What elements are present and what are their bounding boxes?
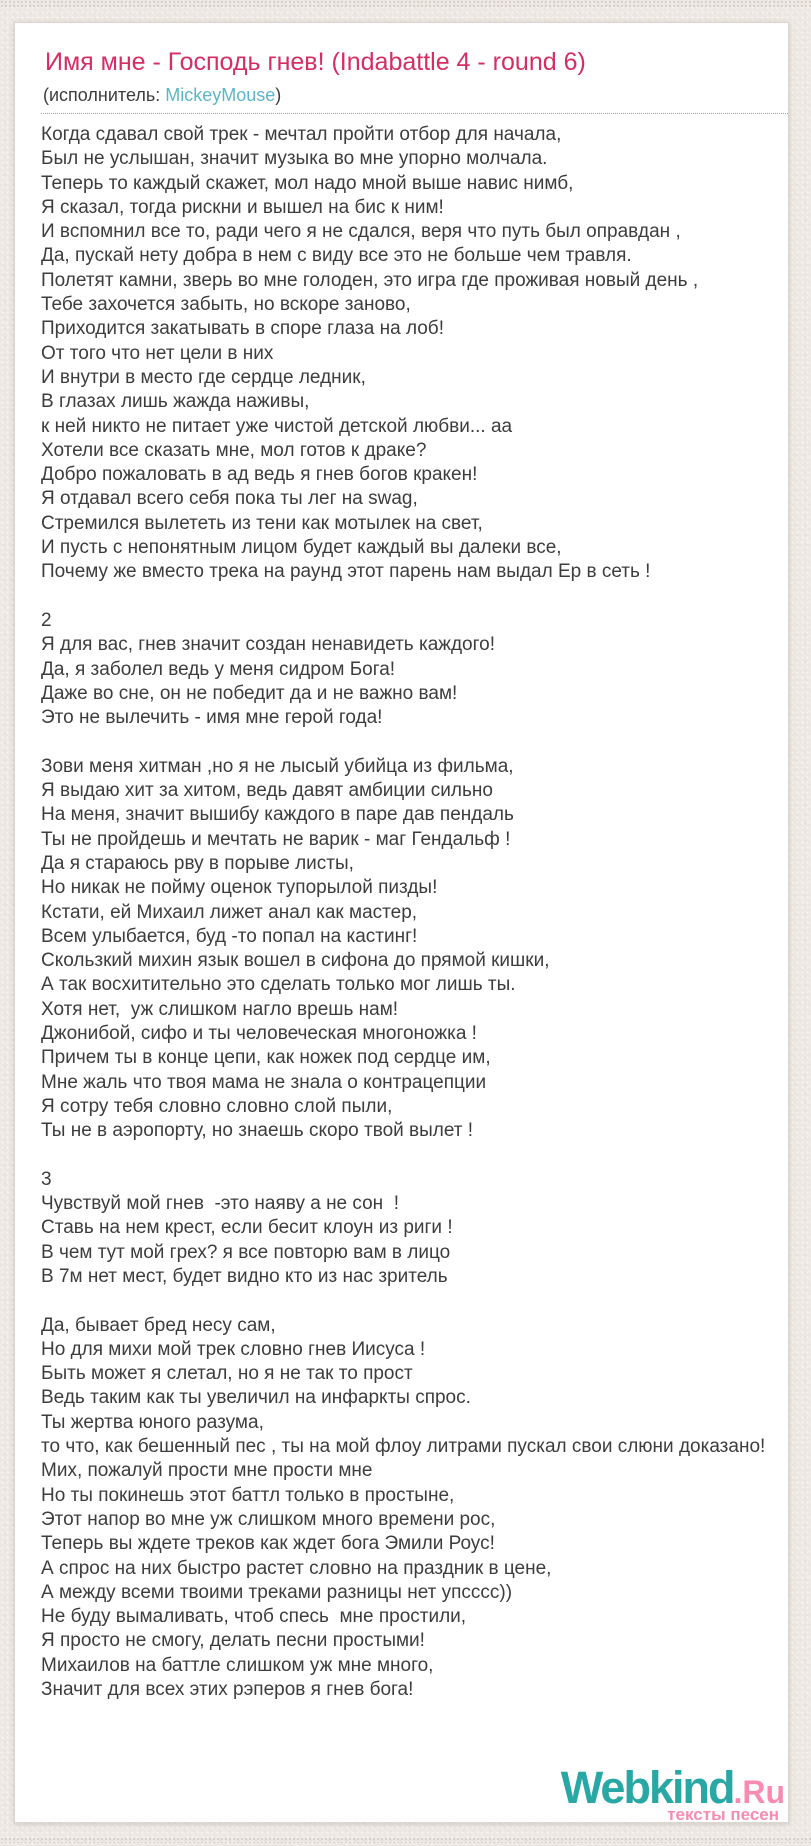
lyric-line-text: Теперь то каждый скажет, мол надо мной выше навис нимб,	[41, 172, 574, 194]
lyric-line-text: Я отдавал всего себя пока ты лег на swag,	[41, 488, 418, 510]
lyric-line	[41, 1338, 788, 1362]
webkind-logo-primary: Webkind	[560, 1762, 734, 1813]
webkind-logo-suffix: .Ru	[733, 1774, 785, 1810]
lyric-line-text: Но никак не пойму оценок тупорылой пизды!	[41, 877, 438, 899]
lyric-line-text: Почему же вместо трека на раунд этот парень нам выдал Ер в сеть !	[41, 561, 651, 583]
lyric-line-text: Я просто не смогу, делать песни простыми!	[41, 1630, 425, 1652]
artist-line	[43, 84, 788, 106]
lyric-line-text: А спрос на них быстро растет словно на праздник в цене,	[41, 1557, 552, 1579]
lyric-line-text: Но ты покинешь этот баттл только в простыне,	[41, 1484, 455, 1506]
webkind-logo[interactable]	[560, 1762, 785, 1824]
lyric-line-text: Ставь на нем крест, если бесит клоун из риги !	[41, 1217, 453, 1239]
lyric-line	[41, 1508, 788, 1532]
lyric-line	[41, 901, 788, 925]
lyric-line-text: И внутри в место где сердце ледник,	[41, 366, 366, 388]
lyric-line-text: Хотя нет, уж слишком нагло врешь нам!	[41, 998, 399, 1020]
lyric-line	[41, 949, 788, 973]
lyric-line	[41, 172, 788, 196]
lyric-line-text: Да, я заболел ведь у меня сидром Бога!	[41, 658, 396, 680]
lyric-line	[41, 1386, 788, 1410]
lyric-line	[41, 1168, 788, 1192]
lyric-line	[41, 536, 788, 560]
lyric-line	[41, 779, 788, 803]
lyric-blank-line	[41, 1289, 788, 1313]
lyric-line-text: Когда сдавал свой трек - мечтал пройти отбор для начала,	[41, 124, 562, 145]
lyric-line-text: Тебе захочется забыть, но вскоре заново,	[41, 294, 411, 316]
lyric-line-text: Добро пожаловать в ад ведь я гнев богов кракен!	[41, 464, 478, 486]
lyric-line	[41, 317, 788, 341]
lyric-line-text: Да, пускай нету добра в нем с виду все это не больше чем травля.	[41, 245, 632, 267]
lyric-line	[41, 682, 788, 706]
lyric-line	[41, 1557, 788, 1581]
lyric-line	[41, 1678, 788, 1702]
lyric-line-text: Зови меня хитман ,но я не лысый убийца из фильма,	[41, 755, 514, 777]
lyric-line	[41, 269, 788, 293]
lyric-line-text: Михаилов на баттле слишком уж мне много,	[41, 1654, 434, 1676]
lyric-line-text	[41, 731, 46, 752]
lyric-line-text: На меня, значит вышибу каждого в паре дав пендаль	[41, 804, 514, 826]
lyric-line-text: Ты не пройдешь и мечтать не варик - маг Гендальф !	[41, 828, 511, 850]
lyric-line-text: Всем улыбается, буд -то попал на кастинг!	[41, 925, 418, 947]
lyric-line	[41, 123, 788, 147]
lyric-line-text: 2	[41, 609, 52, 631]
lyric-line-text: Кстати, ей Михаил лижет анал как мастер,	[41, 901, 418, 923]
lyric-line-text: Я сказал, тогда рискни и вышел на бис к ним!	[41, 196, 444, 218]
lyric-line	[41, 609, 788, 633]
lyric-blank-line	[41, 730, 788, 754]
lyric-line	[41, 1435, 788, 1459]
lyric-line-text: В глазах лишь жажда наживы,	[41, 391, 310, 413]
lyric-line-text: то что, как бешенный пес , ты на мой флоу литрами пускал свои слюни доказано!	[41, 1436, 766, 1458]
lyric-line	[41, 1314, 788, 1338]
lyric-line	[41, 828, 788, 852]
lyric-line-text: Стремился вылететь из тени как мотылек на свет,	[41, 512, 483, 534]
perforation-top-decoration	[0, 0, 811, 7]
lyric-line	[41, 658, 788, 682]
lyrics-card	[14, 22, 789, 1823]
lyric-line	[41, 1265, 788, 1289]
lyric-line	[41, 366, 788, 390]
lyric-line-text: к ней никто не питает уже чистой детской любви... аа	[41, 415, 513, 437]
lyric-line	[41, 390, 788, 414]
lyric-line-text: Мне жаль что твоя мама не знала о контрацепции	[41, 1071, 487, 1093]
lyric-line	[41, 1459, 788, 1483]
lyric-line	[41, 1241, 788, 1265]
lyric-line	[41, 244, 788, 268]
lyric-line-text: Да, бывает бред несу сам,	[41, 1314, 276, 1336]
lyric-line-text: Приходится закатывать в споре глаза на лоб!	[41, 318, 444, 340]
lyric-line-text: И пусть с непонятным лицом будет каждый вы далеки все,	[41, 537, 562, 559]
lyric-line-text: Я сотру тебя словно словно слой пыли,	[41, 1095, 393, 1117]
page-title: Имя мне - Господь гнев! (Indabattle 4 - round 6)	[45, 48, 586, 76]
lyric-blank-line	[41, 1143, 788, 1167]
lyric-line-text: Чувствуй мой гнев -это наяву а не сон !	[41, 1193, 400, 1215]
lyric-line	[41, 342, 788, 366]
lyric-line	[41, 560, 788, 584]
lyric-line	[41, 876, 788, 900]
lyric-line-text: Значит для всех этих рэперов я гнев бога!	[41, 1679, 414, 1700]
lyric-line-text: Причем ты в конце цепи, как ножек под сердце им,	[41, 1047, 491, 1069]
lyric-line-text: Джонибой, сифо и ты человеческая многоножка !	[41, 1022, 477, 1044]
lyric-line	[41, 1411, 788, 1435]
lyric-line	[41, 415, 788, 439]
lyric-line-text: Хотели все сказать мне, мол готов к драке?	[41, 439, 427, 461]
artist-label-prefix: (исполнитель:	[43, 85, 166, 105]
lyric-line-text: Этот напор во мне уж слишком много времени рос,	[41, 1508, 496, 1530]
lyric-line-text: Скользкий михин язык вошел в сифона до прямой кишки,	[41, 950, 550, 972]
lyric-line	[41, 1095, 788, 1119]
lyric-line	[41, 1629, 788, 1653]
lyric-line	[41, 803, 788, 827]
lyric-line	[41, 1484, 788, 1508]
lyrics-text	[41, 123, 788, 1702]
lyric-line	[41, 1362, 788, 1386]
lyric-line	[41, 1046, 788, 1070]
lyric-line	[41, 147, 788, 171]
lyric-line	[41, 973, 788, 997]
lyric-line	[41, 1071, 788, 1095]
lyric-line-text: 3	[41, 1168, 52, 1190]
lyric-line-text: И вспомнил все то, ради чего я не сдался, веря что путь был оправдан ,	[41, 221, 681, 243]
lyric-line	[41, 1532, 788, 1556]
lyric-line	[41, 463, 788, 487]
lyric-line-text	[41, 1290, 46, 1311]
lyric-line	[41, 755, 788, 779]
lyric-line-text: От того что нет цели в них	[41, 342, 274, 364]
lyric-line-text: Ты жертва юного разума,	[41, 1411, 264, 1433]
lyric-line	[41, 1119, 788, 1143]
lyric-line-text: В чем тут мой грех? я все повторю вам в лицо	[41, 1241, 451, 1263]
lyric-line	[41, 439, 788, 463]
lyric-line	[41, 633, 788, 657]
webkind-logo-tagline: тексты песен	[667, 1805, 779, 1824]
lyric-line-text: А между всеми твоими треками разницы нет упсссс))	[41, 1581, 513, 1603]
lyric-line-text: Это не вылечить - имя мне герой года!	[41, 707, 383, 729]
lyric-line-text: А так восхитительно это сделать только мог лишь ты.	[41, 974, 516, 996]
lyric-line-text: Не буду вымаливать, чтоб спесь мне простили,	[41, 1606, 467, 1628]
lyric-line-text: Мих, пожалуй прости мне прости мне	[41, 1460, 373, 1482]
lyric-line-text: Я выдаю хит за хитом, ведь давят амбиции сильно	[41, 780, 493, 802]
lyric-line	[41, 706, 788, 730]
lyric-line-text: Да я стараюсь рву в порыве листы,	[41, 852, 354, 874]
lyric-blank-line	[41, 585, 788, 609]
lyric-line-text: Но для михи мой трек словно гнев Иисуса !	[41, 1338, 426, 1360]
lyric-line-text: Ведь таким как ты увеличил на инфаркты спрос.	[41, 1387, 471, 1409]
lyric-line	[41, 1605, 788, 1629]
lyric-line-text: Я для вас, гнев значит создан ненавидеть каждого!	[41, 634, 495, 656]
lyric-line	[41, 1654, 788, 1678]
lyric-line-text: Даже во сне, он не победит да и не важно вам!	[41, 682, 458, 704]
lyric-line	[41, 293, 788, 317]
lyric-line-text: Был не услышан, значит музыка во мне упорно молчала.	[41, 148, 548, 170]
artist-link[interactable]: MickeyMouse	[165, 85, 276, 105]
perforation-bottom-decoration	[0, 1837, 811, 1843]
lyric-line	[41, 196, 788, 220]
lyric-line	[41, 1216, 788, 1240]
lyric-line-text: Ты не в аэропорту, но знаешь скоро твой вылет !	[41, 1120, 474, 1142]
lyric-line	[41, 220, 788, 244]
dotted-separator	[41, 113, 788, 114]
lyric-line	[41, 1192, 788, 1216]
lyric-line-text	[41, 1144, 46, 1165]
lyric-line-text: В 7м нет мест, будет видно кто из нас зритель	[41, 1265, 448, 1287]
lyric-line-text: Полетят камни, зверь во мне голоден, это игра где проживая новый день ,	[41, 269, 699, 291]
lyric-line-text: Быть может я слетал, но я не так то прост	[41, 1363, 413, 1385]
lyric-line-text	[41, 586, 46, 607]
lyric-line-text: Теперь вы ждете треков как ждет бога Эмили Роус!	[41, 1533, 495, 1555]
lyric-line	[41, 1022, 788, 1046]
lyric-line	[41, 512, 788, 536]
lyric-line	[41, 998, 788, 1022]
lyric-line	[41, 925, 788, 949]
lyric-line	[41, 852, 788, 876]
lyric-line	[41, 487, 788, 511]
artist-label-suffix: )	[275, 85, 282, 105]
lyric-line	[41, 1581, 788, 1605]
